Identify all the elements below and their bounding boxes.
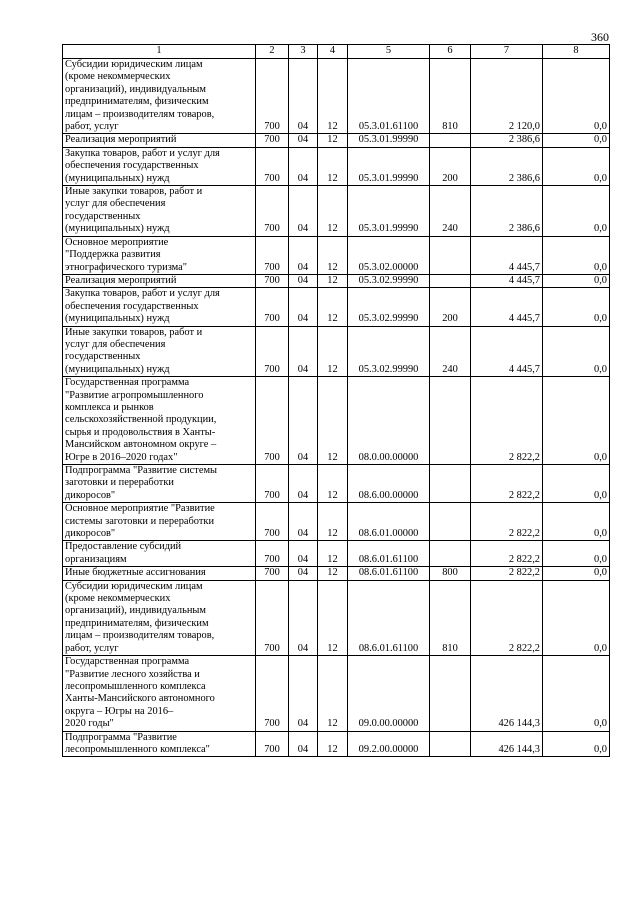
col-6-cell: 200 [430, 288, 471, 326]
row-name: Субсидии юридическим лицам (кроме некоммерческих организаций), индивидуальным предпринимателям, физическим лицам – производителям товаров, работ, услуг [63, 59, 256, 134]
row-name: Иные закупки товаров, работ и услуг для обеспечения государственных (муниципальных) нужд [63, 186, 256, 237]
col-5-cell: 05.3.02.00000 [348, 236, 430, 274]
table-row [63, 147, 610, 185]
col-3-cell: 04 [289, 656, 318, 731]
col-6-cell [430, 503, 471, 541]
col-3-cell: 04 [289, 326, 318, 377]
column-header: 5 [348, 45, 430, 59]
row-name: Государственная программа "Развитие лесного хозяйства и лесопромышленного комплекса Ханты-Мансийского автономного округа – Югры на 2016– 2020 годы" [63, 656, 256, 731]
row-name: Основное мероприятие "Поддержка развития этнографического туризма" [63, 236, 256, 274]
col-8-amount: 0,0 [543, 288, 610, 326]
col-5-cell: 08.0.00.00000 [348, 377, 430, 465]
column-header: 8 [543, 45, 610, 59]
col-8-amount: 0,0 [543, 186, 610, 237]
col-3-cell: 04 [289, 580, 318, 655]
col-5-cell: 08.6.01.00000 [348, 503, 430, 541]
col-2-cell: 700 [256, 503, 289, 541]
col-8-amount: 0,0 [543, 541, 610, 567]
col-6-cell [430, 465, 471, 503]
table-row [63, 134, 610, 147]
col-5-cell: 05.3.01.99990 [348, 186, 430, 237]
col-8-amount: 0,0 [543, 656, 610, 731]
col-6-cell [430, 656, 471, 731]
col-8-amount: 0,0 [543, 503, 610, 541]
col-2-cell: 700 [256, 59, 289, 134]
col-5-cell: 08.6.01.61100 [348, 580, 430, 655]
table-row [63, 731, 610, 757]
col-6-cell: 240 [430, 186, 471, 237]
col-5-cell: 05.3.01.99990 [348, 147, 430, 185]
col-5-cell: 05.3.02.99990 [348, 326, 430, 377]
row-name: Подпрограмма "Развитие системы заготовки и переработки дикоросов" [63, 465, 256, 503]
row-name: Иные бюджетные ассигнования [63, 567, 256, 580]
col-2-cell: 700 [256, 377, 289, 465]
col-3-cell: 04 [289, 567, 318, 580]
col-3-cell: 04 [289, 288, 318, 326]
col-2-cell: 700 [256, 236, 289, 274]
col-6-cell: 240 [430, 326, 471, 377]
col-8-amount: 0,0 [543, 580, 610, 655]
col-7-amount: 2 386,6 [471, 186, 543, 237]
col-2-cell: 700 [256, 274, 289, 287]
col-6-cell: 810 [430, 580, 471, 655]
table-row [63, 465, 610, 503]
col-3-cell: 04 [289, 186, 318, 237]
col-5-cell: 08.6.00.00000 [348, 465, 430, 503]
col-4-cell: 12 [318, 567, 348, 580]
col-8-amount: 0,0 [543, 134, 610, 147]
col-7-amount: 2 120,0 [471, 59, 543, 134]
col-5-cell: 08.6.01.61100 [348, 567, 430, 580]
page-number: 360 [591, 30, 609, 44]
col-6-cell: 800 [430, 567, 471, 580]
table-row [63, 326, 610, 377]
col-3-cell: 04 [289, 731, 318, 757]
row-name: Закупка товаров, работ и услуг для обеспечения государственных (муниципальных) нужд [63, 147, 256, 185]
row-name: Подпрограмма "Развитие лесопромышленного комплекса" [63, 731, 256, 757]
col-7-amount: 2 386,6 [471, 147, 543, 185]
col-6-cell [430, 731, 471, 757]
col-7-amount: 426 144,3 [471, 656, 543, 731]
col-3-cell: 04 [289, 134, 318, 147]
col-4-cell: 12 [318, 731, 348, 757]
col-7-amount: 426 144,3 [471, 731, 543, 757]
col-2-cell: 700 [256, 186, 289, 237]
col-6-cell [430, 377, 471, 465]
col-6-cell [430, 236, 471, 274]
col-4-cell: 12 [318, 274, 348, 287]
col-3-cell: 04 [289, 147, 318, 185]
row-name: Предоставление субсидий организациям [63, 541, 256, 567]
table-row [63, 567, 610, 580]
col-8-amount: 0,0 [543, 377, 610, 465]
col-4-cell: 12 [318, 541, 348, 567]
col-8-amount: 0,0 [543, 731, 610, 757]
col-2-cell: 700 [256, 326, 289, 377]
col-7-amount: 2 822,2 [471, 580, 543, 655]
col-7-amount: 2 822,2 [471, 465, 543, 503]
col-5-cell: 05.3.02.99990 [348, 288, 430, 326]
col-5-cell: 09.0.00.00000 [348, 656, 430, 731]
table-row [63, 274, 610, 287]
col-2-cell: 700 [256, 134, 289, 147]
budget-table [62, 44, 610, 757]
col-4-cell: 12 [318, 134, 348, 147]
col-7-amount: 2 822,2 [471, 377, 543, 465]
col-2-cell: 700 [256, 731, 289, 757]
col-3-cell: 04 [289, 503, 318, 541]
header-row [63, 45, 610, 59]
col-8-amount: 0,0 [543, 567, 610, 580]
table-row [63, 236, 610, 274]
column-header: 2 [256, 45, 289, 59]
row-name: Иные закупки товаров, работ и услуг для обеспечения государственных (муниципальных) нужд [63, 326, 256, 377]
col-2-cell: 700 [256, 656, 289, 731]
col-4-cell: 12 [318, 59, 348, 134]
row-name: Субсидии юридическим лицам (кроме некоммерческих организаций), индивидуальным предпринимателям, физическим лицам – производителям товаров, работ, услуг [63, 580, 256, 655]
col-5-cell: 05.3.02.99990 [348, 274, 430, 287]
col-3-cell: 04 [289, 236, 318, 274]
col-7-amount: 2 822,2 [471, 541, 543, 567]
col-8-amount: 0,0 [543, 147, 610, 185]
column-header: 6 [430, 45, 471, 59]
col-2-cell: 700 [256, 580, 289, 655]
col-7-amount: 4 445,7 [471, 288, 543, 326]
col-8-amount: 0,0 [543, 326, 610, 377]
col-8-amount: 0,0 [543, 59, 610, 134]
table-row [63, 288, 610, 326]
col-3-cell: 04 [289, 541, 318, 567]
column-header: 7 [471, 45, 543, 59]
col-4-cell: 12 [318, 377, 348, 465]
col-4-cell: 12 [318, 236, 348, 274]
col-4-cell: 12 [318, 656, 348, 731]
col-6-cell [430, 134, 471, 147]
table-row [63, 580, 610, 655]
table-row [63, 59, 610, 134]
col-6-cell: 810 [430, 59, 471, 134]
col-8-amount: 0,0 [543, 236, 610, 274]
table-row [63, 656, 610, 731]
table-row [63, 186, 610, 237]
col-8-amount: 0,0 [543, 465, 610, 503]
col-2-cell: 700 [256, 567, 289, 580]
col-7-amount: 2 386,6 [471, 134, 543, 147]
col-7-amount: 4 445,7 [471, 274, 543, 287]
col-5-cell: 09.2.00.00000 [348, 731, 430, 757]
column-header: 4 [318, 45, 348, 59]
col-5-cell: 08.6.01.61100 [348, 541, 430, 567]
col-7-amount: 4 445,7 [471, 326, 543, 377]
col-2-cell: 700 [256, 288, 289, 326]
col-8-amount: 0,0 [543, 274, 610, 287]
row-name: Закупка товаров, работ и услуг для обеспечения государственных (муниципальных) нужд [63, 288, 256, 326]
col-7-amount: 2 822,2 [471, 503, 543, 541]
col-6-cell: 200 [430, 147, 471, 185]
table-row [63, 503, 610, 541]
col-2-cell: 700 [256, 465, 289, 503]
col-4-cell: 12 [318, 186, 348, 237]
col-3-cell: 04 [289, 465, 318, 503]
col-5-cell: 05.3.01.99990 [348, 134, 430, 147]
table-row [63, 541, 610, 567]
col-5-cell: 05.3.01.61100 [348, 59, 430, 134]
column-header: 1 [63, 45, 256, 59]
row-name: Реализация мероприятий [63, 134, 256, 147]
col-4-cell: 12 [318, 580, 348, 655]
col-4-cell: 12 [318, 147, 348, 185]
col-2-cell: 700 [256, 541, 289, 567]
row-name: Основное мероприятие "Развитие системы заготовки и переработки дикоросов" [63, 503, 256, 541]
col-4-cell: 12 [318, 503, 348, 541]
col-3-cell: 04 [289, 274, 318, 287]
row-name: Государственная программа "Развитие агропромышленного комплекса и рынков сельскохозяйственной продукции, сырья и продовольствия в Ханты- Мансийском автономном округе – Югре в 2016–2020 годах" [63, 377, 256, 465]
col-4-cell: 12 [318, 465, 348, 503]
table-row [63, 377, 610, 465]
col-7-amount: 2 822,2 [471, 567, 543, 580]
col-7-amount: 4 445,7 [471, 236, 543, 274]
col-6-cell [430, 541, 471, 567]
col-4-cell: 12 [318, 326, 348, 377]
col-3-cell: 04 [289, 377, 318, 465]
col-4-cell: 12 [318, 288, 348, 326]
col-3-cell: 04 [289, 59, 318, 134]
col-6-cell [430, 274, 471, 287]
column-header: 3 [289, 45, 318, 59]
row-name: Реализация мероприятий [63, 274, 256, 287]
col-2-cell: 700 [256, 147, 289, 185]
